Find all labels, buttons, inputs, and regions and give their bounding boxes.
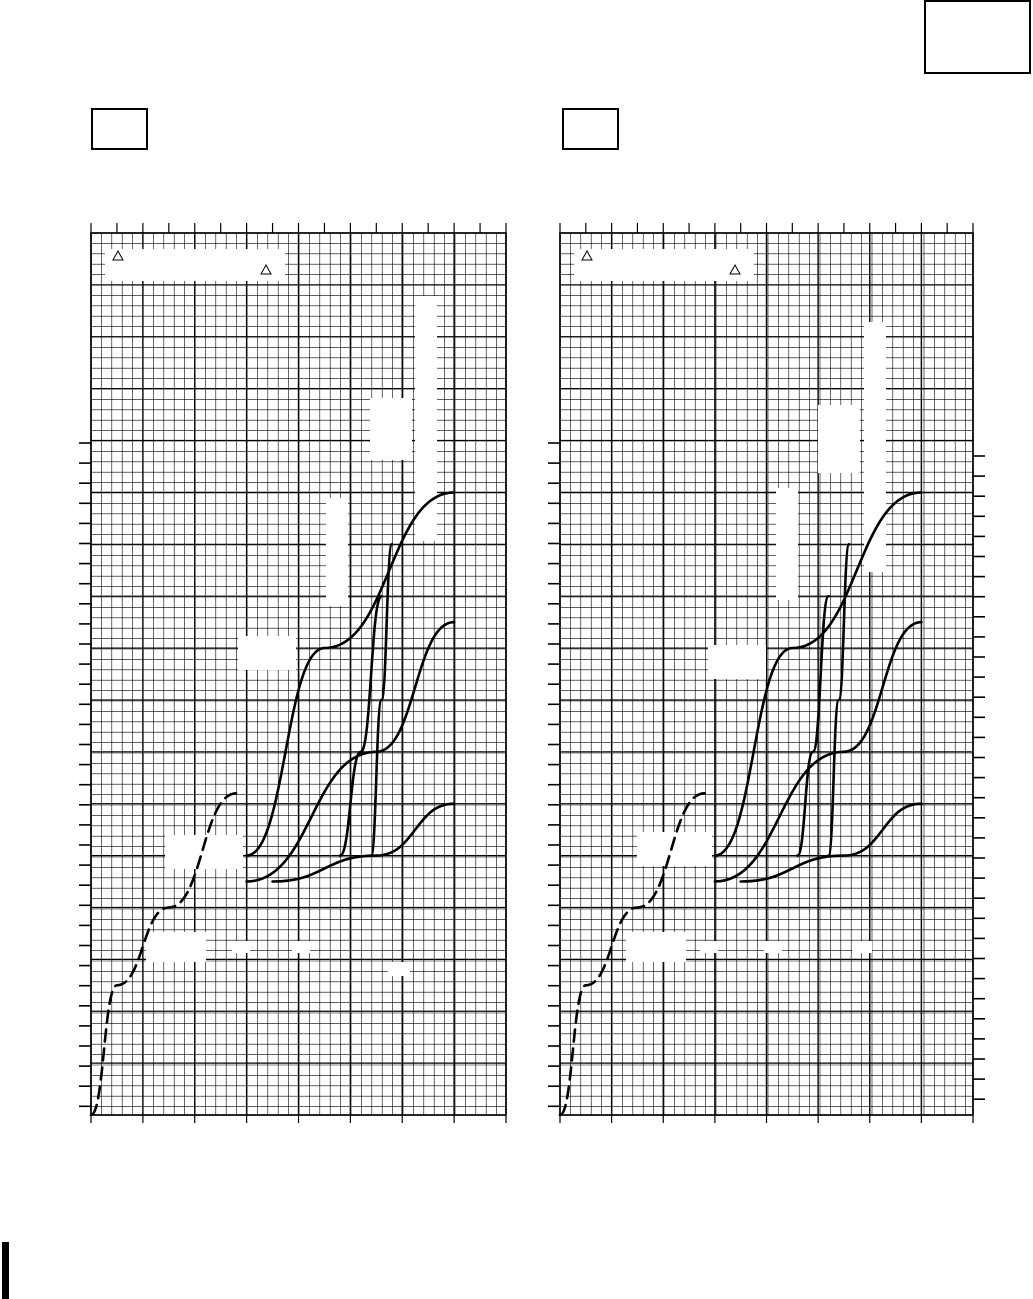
label-blank — [370, 398, 412, 460]
series-line-4 — [798, 596, 829, 855]
label-blank — [700, 941, 718, 953]
label-blank — [165, 835, 243, 869]
chart-grid — [560, 233, 973, 1115]
label-blank — [146, 932, 206, 962]
label-blank — [232, 941, 250, 953]
label-blank — [708, 645, 766, 679]
label-blank — [574, 249, 754, 281]
label-blank — [764, 941, 782, 953]
label-blank — [388, 962, 410, 976]
label-blank — [776, 488, 798, 600]
label-blank — [864, 322, 886, 572]
chart-panel-left — [79, 223, 506, 1123]
label-blank — [852, 941, 872, 953]
chart-panel-right — [548, 223, 985, 1123]
label-blank — [818, 405, 860, 473]
label-blank — [238, 636, 296, 670]
label-blank — [326, 498, 348, 606]
label-blank — [105, 249, 285, 281]
label-blank — [292, 941, 310, 953]
chart-grid — [91, 233, 506, 1115]
label-blank — [626, 932, 686, 962]
